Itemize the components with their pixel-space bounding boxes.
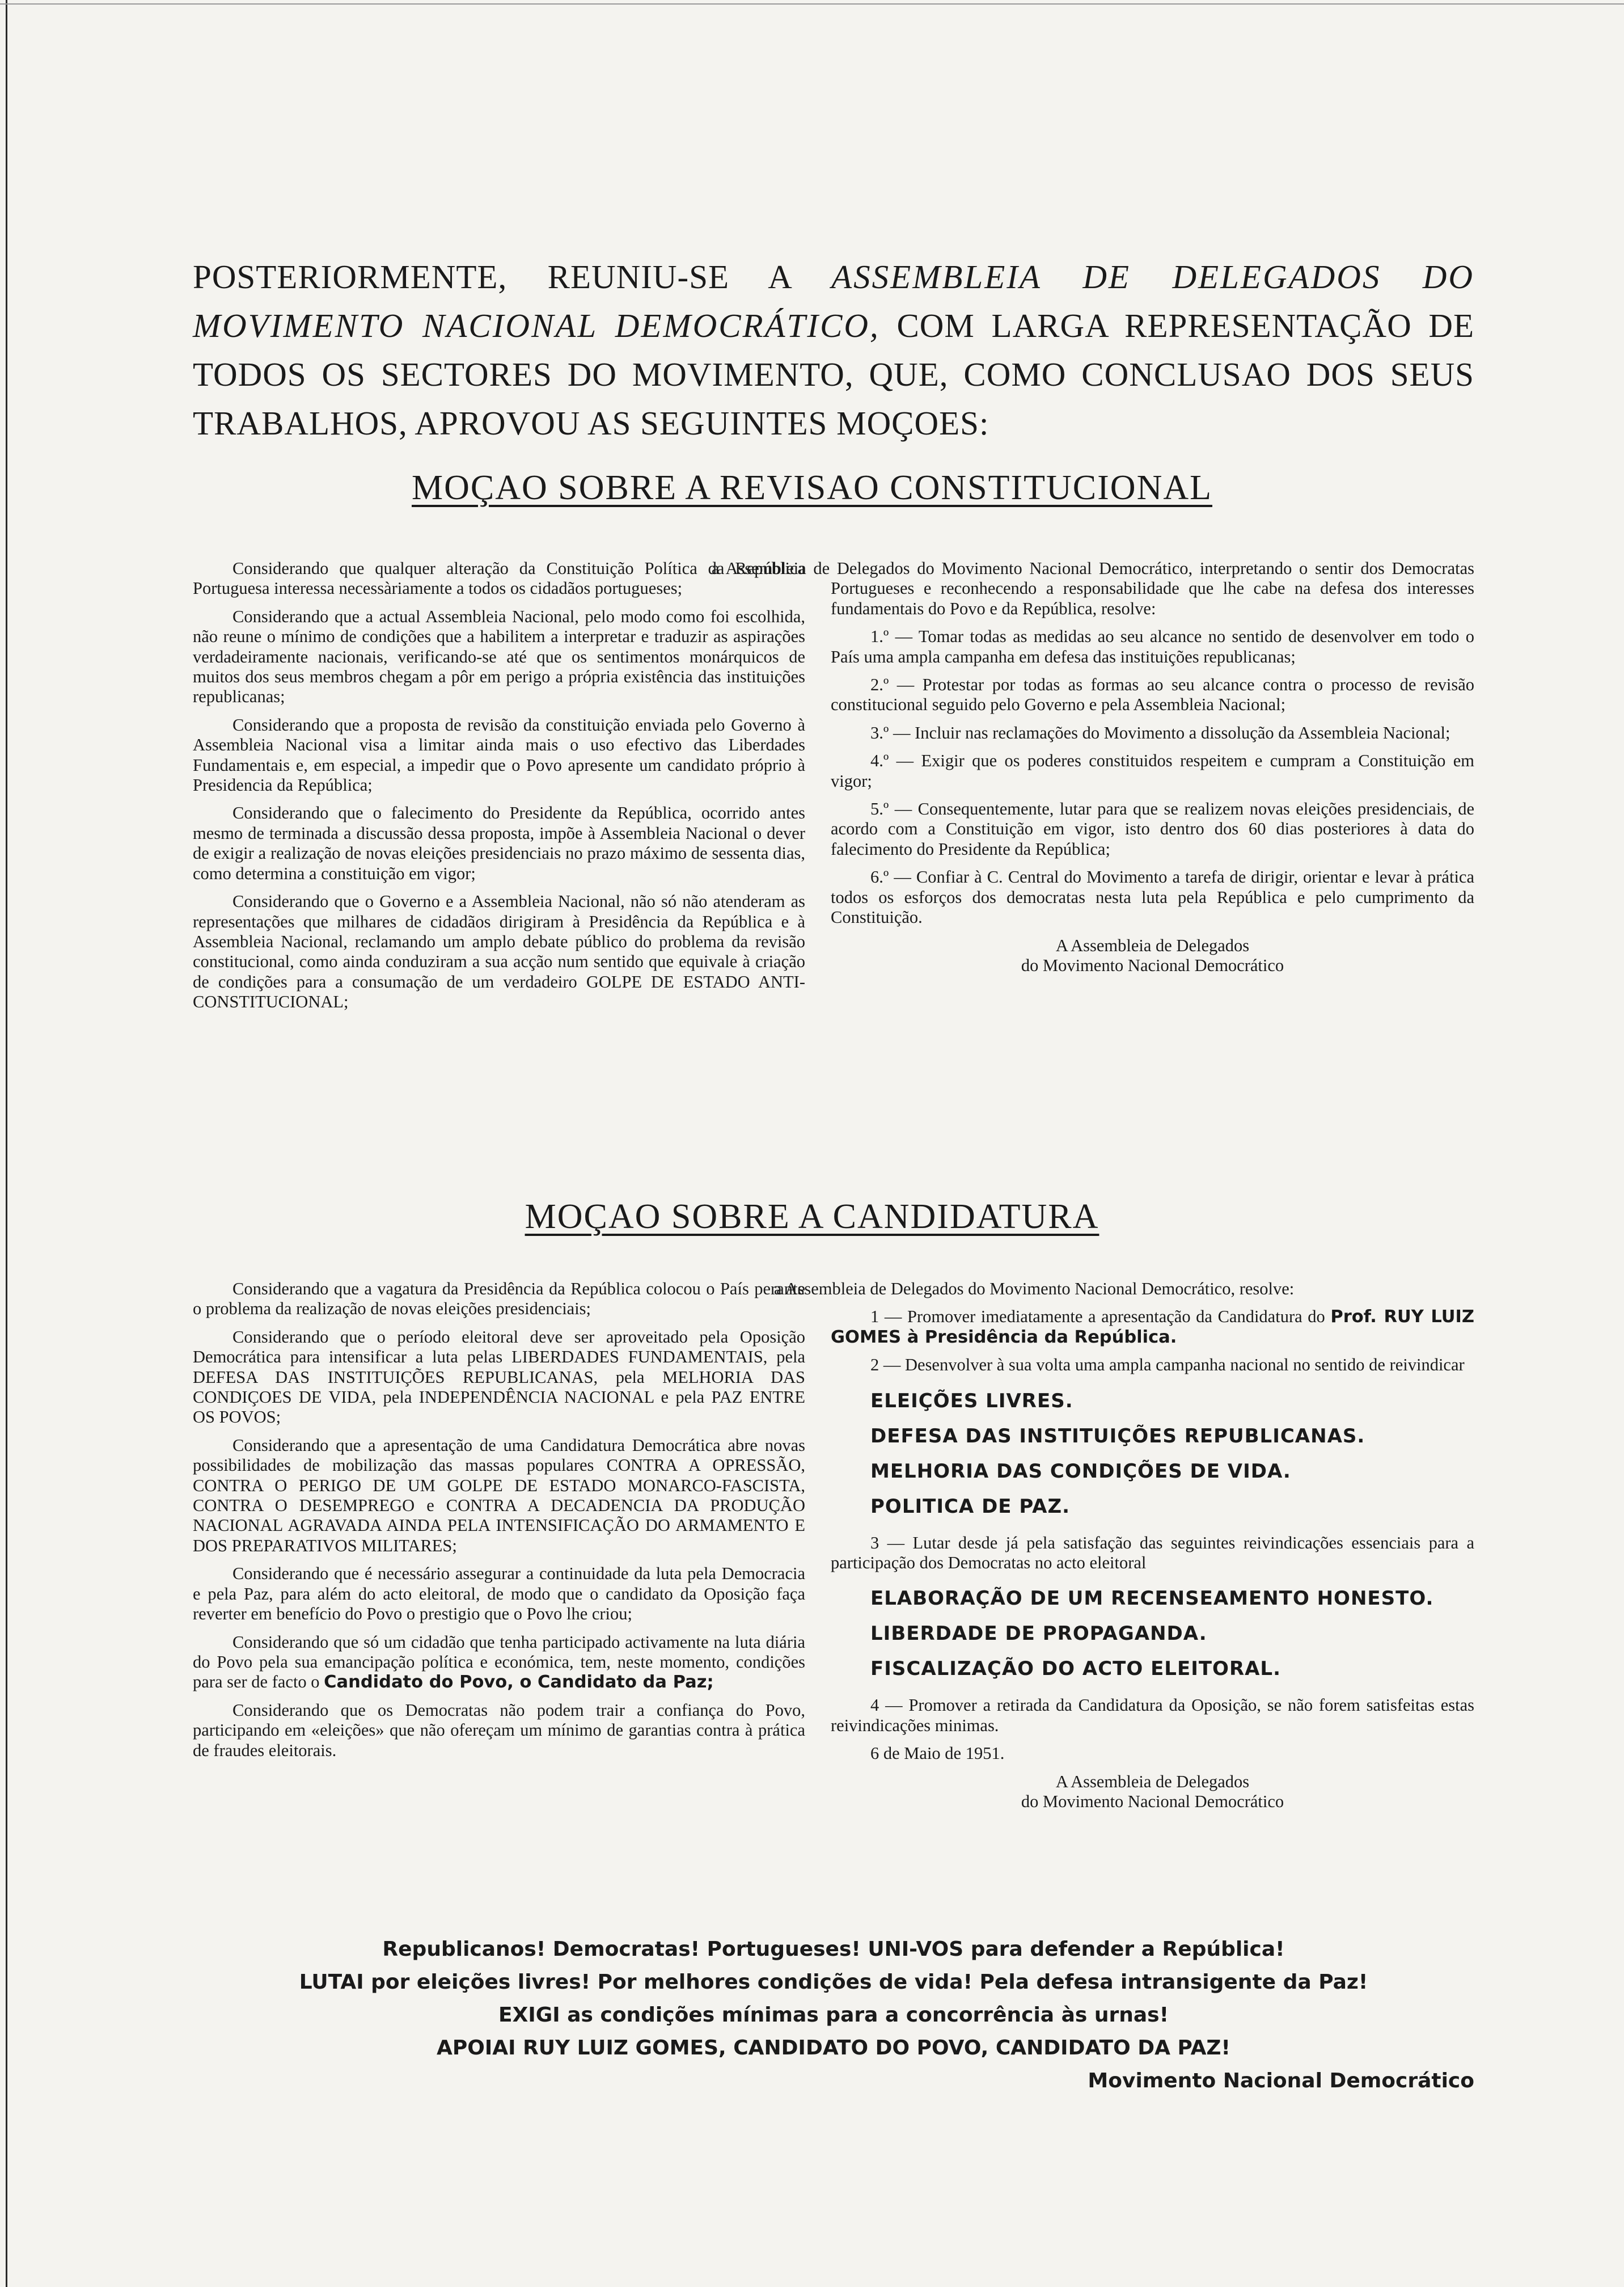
considerando-text: Considerando que só um cidadão que tenha participado activamente na luta diária do Povo pela sua emancipação política e económica, tem, neste momento, condições para ser de facto o (193, 1632, 805, 1692)
resolution-item: 1.º — Tomar todas as medidas ao seu alcance no sentido de desenvolver em todo o País uma ampla campanha em defesa das instituições republicanas; (831, 627, 1474, 666)
resolution-item: 4.º — Exigir que os poderes constituidos respeitem e cumpram a Constituição em vigor; (831, 751, 1474, 791)
demand-item: ELABORAÇÃO DE UM RECENSEAMENTO HONESTO. (870, 1587, 1434, 1610)
slogan-line: EXIGI as condições mínimas para a concorrência às urnas! (498, 2003, 1169, 2027)
scan-edge-left (6, 0, 7, 2287)
demand-item: DEFESA DAS INSTITUIÇÕES REPUBLICANAS. (870, 1424, 1365, 1448)
considerando-paragraph: Considerando que a apresentação de uma Candidatura Democrática abre novas possibilidades de mobilização das massas populares CONTRA A OPRESSÃO, CONTRA O PERIGO DE UM GOLPE DE ESTADO MONARCO-FASCISTA, CONTRA O DESEMPREGO e CONTRA A DECADENCIA DA PRODUÇÃO NACIONAL AGRAVADA AINDA PELA INTENSIFICAÇÃO DO ARMAMENTO E DOS PREPARATIVOS MILITARES; (193, 1435, 805, 1555)
considerando-paragraph: Considerando que a actual Assembleia Nacional, pelo modo como foi escolhida, não reune o mínimo de condições que a habilitem a interpretar e traduzir as aspirações verdadeiramente nacionais, verificando-se até que os sentimentos monárquicos de muitos dos seus membros chegam a pôr em perigo a própria existência das instituições republicanas; (193, 606, 805, 707)
considerando-paragraph: Considerando que os Democratas não podem trair a confiança do Povo, participando em «eleições» que não ofereçam um mínimo de garantias contra à prática de fraudes eleitorais. (193, 1700, 805, 1760)
considerando-paragraph: Considerando que a vagatura da Presidência da República colocou o País perante o problema da realização de novas eleições presidenciais; (193, 1279, 805, 1319)
demand-item: ELEIÇÕES LIVRES. (870, 1389, 1073, 1412)
slogan-line: APOIAI RUY LUIZ GOMES, CANDIDATO DO POVO, CANDIDATO DA PAZ! (437, 2036, 1230, 2060)
section2-left-column (193, 1279, 805, 1769)
resolution-item: 3 — Lutar desde já pela satisfação das seguintes reivindicações essenciais para a participação dos Democratas no acto eleitoral (831, 1533, 1474, 1573)
demand-item: FISCALIZAÇÃO DO ACTO ELEITORAL. (870, 1657, 1282, 1681)
resolution-item: 4 — Promover a retirada da Candidatura da Oposição, se não forem satisfeitas estas reivindicações minimas. (831, 1695, 1474, 1735)
resolution-item (831, 1307, 1474, 1347)
demand-item: POLITICA DE PAZ. (870, 1495, 1071, 1518)
signature-line-1: A Assembleia de Delegados (1055, 935, 1250, 955)
intro-paragraph (193, 252, 1474, 448)
resolution-intro: a Assembleia de Delegados do Movimento Nacional Democrático, interpretando o sentir dos Democratas Portugueses e reconhecendo a responsabilidade que lhe cabe na defesa dos interesses fundamentais do Povo e da República, resolve: (712, 559, 1474, 618)
footer-signature: Movimento Nacional Democrático (1088, 2069, 1474, 2092)
demands-list-2 (831, 1581, 1474, 1686)
closing-slogans (193, 1933, 1474, 2098)
demand-item: MELHORIA DAS CONDIÇÕES DE VIDA. (870, 1459, 1291, 1483)
resolution-item: 2.º — Protestar por todas as formas ao seu alcance contra o processo de revisão constitucional seguido pelo Governo e pela Assembleia Nacional; (831, 675, 1474, 715)
resolution-item: 5.º — Consequentemente, lutar para que se realizem novas eleições presidenciais, de acordo com a Constituição em vigor, isto dentro dos 60 dias posteriores à data do falecimento do Presidente da República; (831, 799, 1474, 859)
resolution-intro: a Assembleia de Delegados do Movimento Nacional Democrático, resolve: (774, 1279, 1295, 1298)
candidato-do-povo-bold: Candidato do Povo, o Candidato da Paz; (324, 1672, 714, 1693)
considerando-paragraph: Considerando que o período eleitoral deve ser aproveitado pela Oposição Democrática para intensificar a luta pelas LIBERDADES FUNDAMENTAIS, pela DEFESA DAS INSTITUIÇÕES REPUBLICANAS, pela MELHORIA DAS CONDIÇOES DE VIDA, pela INDEPENDÊNCIA NACIONAL e pela PAZ ENTRE OS POVOS; (193, 1327, 805, 1427)
considerando-paragraph: Considerando que é necessário assegurar a continuidade da luta pela Democracia e pela Paz, para além do acto eleitoral, de modo que o candidato da Oposição faça reverter em benefício do Povo o prestigio que o Povo lhe criou; (193, 1564, 805, 1624)
considerando-paragraph: Considerando que o falecimento do Presidente da República, ocorrido antes mesmo de terminada a discussão dessa proposta, impõe à Assembleia Nacional o dever de exigir a realização de novas eleições presidenciais no prazo máximo de sessenta dias, como determina a constituição em vigor; (193, 803, 805, 883)
slogan-line: Republicanos! Democratas! Portugueses! UNI-VOS para defender a República! (382, 1938, 1285, 1961)
demands-list-1 (831, 1383, 1474, 1524)
signature-line-2: do Movimento Nacional Democrático (1021, 955, 1284, 975)
scan-edge-top (0, 3, 1624, 5)
signature-line-2: do Movimento Nacional Democrático (1021, 1792, 1284, 1812)
intro-text-1: POSTERIORMENTE, REUNIU-SE A (193, 258, 832, 296)
section1-left-column (193, 559, 805, 1020)
heading-revisao-constitucional: MOÇAO SOBRE A REVISAO CONSTITUCIONAL (412, 469, 1212, 507)
section1-right-column (712, 559, 1474, 984)
intro-text-2: COM LARGA REPRESENTAÇÃO DE TODOS OS SECTORES DO MOVIMENTO, QUE, COMO CONCLUSAO DOS SEUS TRABALHOS, APROVOU AS SEGUINTES MOÇOES: (193, 307, 1474, 442)
considerando-paragraph (193, 1632, 805, 1693)
considerando-paragraph: Considerando que qualquer alteração da Constituição Política da República Portuguesa interessa necessàriamente a todos os cidadãos portugueses; (193, 559, 805, 598)
considerando-paragraph: Considerando que o Governo e a Assembleia Nacional, não só não atenderam as representações que milhares de cidadãos dirigiram à Presidência da República e à Assembleia Nacional, reclamando um amplo debate público do problema da revisão constitucional, como ainda conduziram a sua acção num sentido que equivale à criação de condições para a consumação de um verdadeiro GOLPE DE ESTADO ANTI-CONSTITUCIONAL; (193, 892, 805, 1012)
candidate-name-bold: Prof. RUY LUIZ GOMES à Presidência da República. (831, 1307, 1474, 1347)
slogan-line: LUTAI por eleições livres! Por melhores condições de vida! Pela defesa intransigente da Paz! (299, 1970, 1368, 1994)
document-date: 6 de Maio de 1951. (870, 1744, 1005, 1763)
item1-text: 1 — Promover imediatamente a apresentação da Candidatura do (870, 1307, 1325, 1327)
resolution-item: 2 — Desenvolver à sua volta uma ampla campanha nacional no sentido de reivindicar (870, 1355, 1465, 1375)
signature-line-1: A Assembleia de Delegados (1055, 1771, 1250, 1791)
section2-right-column (774, 1279, 1474, 1820)
considerando-paragraph: Considerando que a proposta de revisão da constituição enviada pelo Governo à Assembleia Nacional visa a limitar ainda mais o uso efectivo das Liberdades Fundamentais e, em especial, a impedir que o Povo apresente um candidato próprio à Presidencia da República; (193, 715, 805, 795)
resolution-item: 6.º — Confiar à C. Central do Movimento a tarefa de dirigir, orientar e levar à prática todos os esforços dos democratas nesta luta pela República e pelo cumprimento da Constituição. (831, 867, 1474, 927)
resolution-item: 3.º — Incluir nas reclamações do Movimento a dissolução da Assembleia Nacional; (870, 723, 1450, 742)
demand-item: LIBERDADE DE PROPAGANDA. (870, 1622, 1207, 1645)
intro-italic: ASSEMBLEIA DE DELEGADOS DO MOVIMENTO NACIONAL DEMOCRÁTICO, (193, 258, 1475, 344)
heading-candidatura: MOÇAO SOBRE A CANDIDATURA (525, 1197, 1099, 1236)
